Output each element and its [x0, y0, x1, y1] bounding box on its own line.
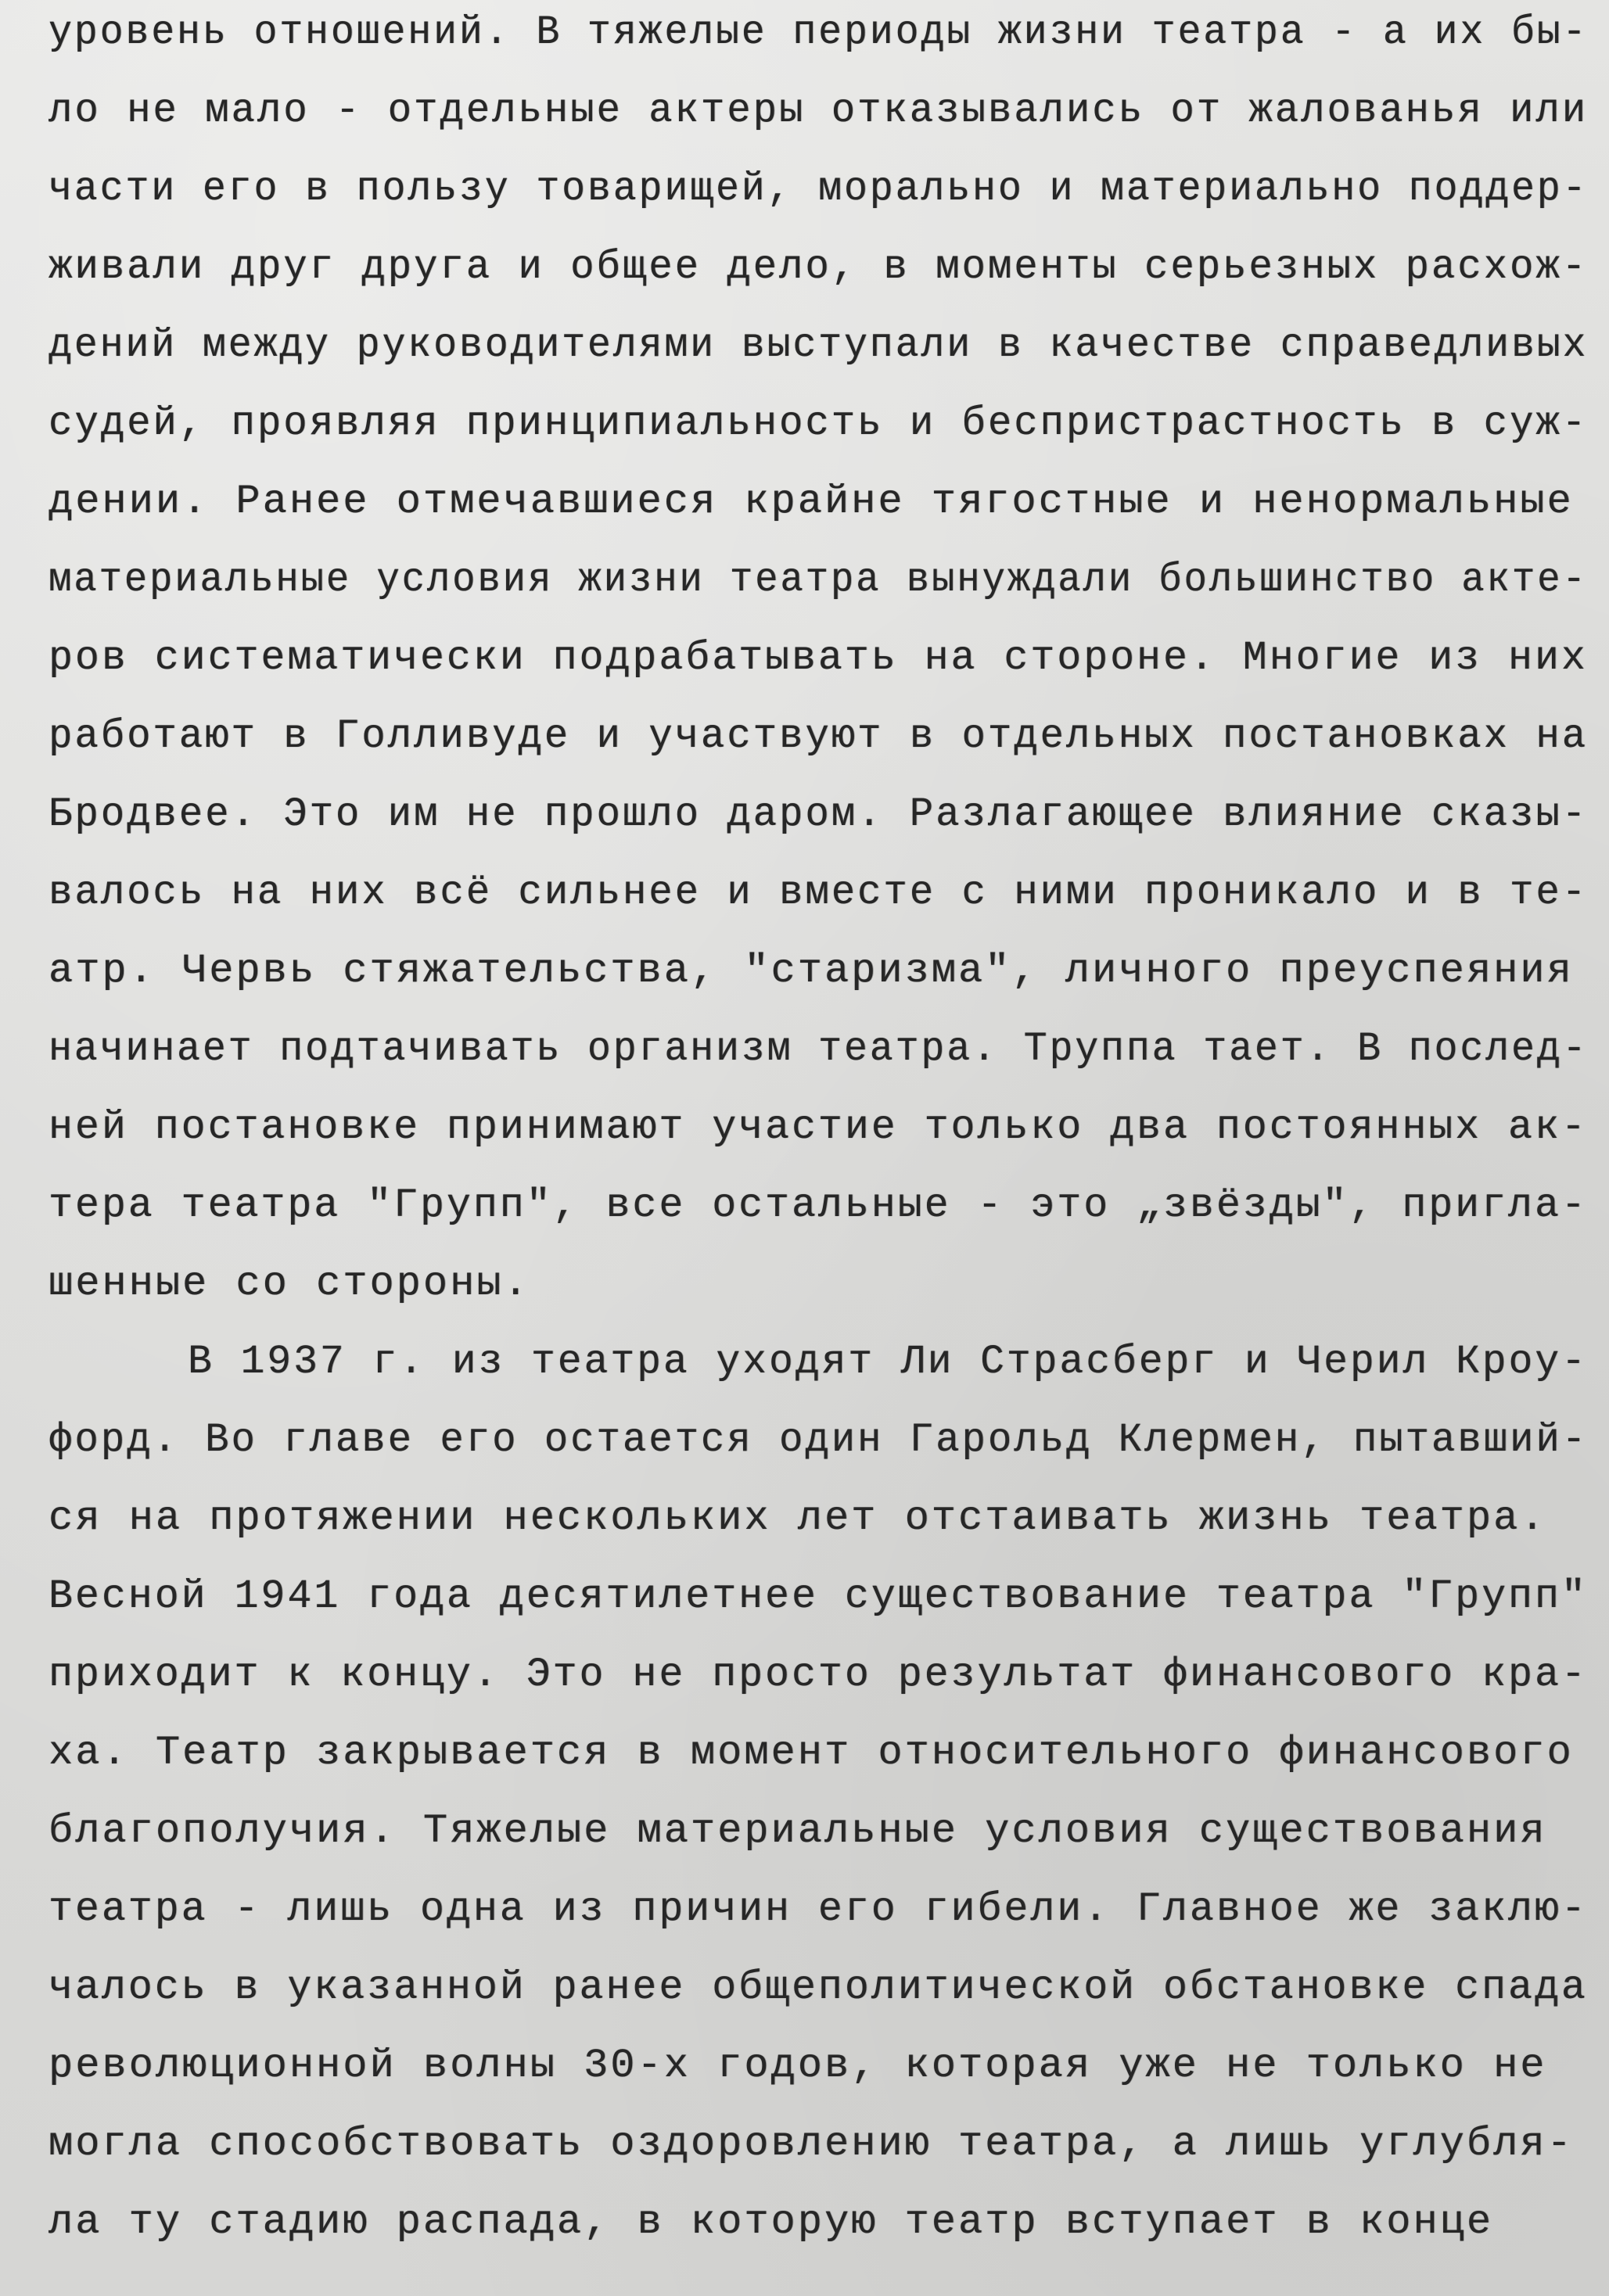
text-line: дении. Ранее отмечавшиеся крайне тягостные и ненормальные: [48, 479, 1574, 525]
text-line: материальные условия жизни театра вынуждали большинство акте-: [48, 557, 1588, 603]
text-line: ров систематически подрабатывать на стороне. Многие из них: [48, 635, 1588, 681]
text-line: работают в Голливуде и участвуют в отдельных постановках на: [48, 713, 1589, 759]
text-line: Весной 1941 года десятилетнее существование театра "Групп": [48, 1573, 1588, 1620]
text-line: ха. Театр закрывается в момент относительного финансового: [48, 1730, 1574, 1776]
text-line: начинает подтачивать организм театра. Труппа тает. В послед-: [48, 1026, 1589, 1072]
text-line: ло не мало - отдельные актеры отказывались от жалованья или: [48, 88, 1589, 134]
text-line: революционной волны 30-х годов, которая уже не только не: [48, 2043, 1547, 2089]
text-line: могла способствовать оздоровлению театра, а лишь углубля-: [48, 2121, 1574, 2167]
text-line: приходит к концу. Это не просто результат финансового кра-: [48, 1652, 1588, 1698]
text-line: ся на протяжении нескольких лет отстаивать жизнь театра.: [48, 1495, 1547, 1541]
text-line: живали друг друга и общее дело, в моменты серьезных расхож-: [48, 244, 1589, 290]
text-line: ла ту стадию распада, в которую театр вступает в конце: [48, 2199, 1494, 2245]
text-line: уровень отношений. В тяжелые периоды жизни театра - а их бы-: [48, 9, 1589, 56]
text-line: валось на них всё сильнее и вместе с ними проникало и в те-: [48, 870, 1589, 916]
text-line: форд. Во главе его остается один Гарольд Клермен, пытавший-: [48, 1417, 1589, 1463]
text-line: ней постановке принимают участие только два постоянных ак-: [48, 1104, 1588, 1150]
text-line: тера театра "Групп", все остальные - это „звёзды", пригла-: [48, 1182, 1588, 1229]
text-line: судей, проявляя принципиальность и беспристрастность в суж-: [48, 400, 1589, 447]
text-line: Бродвее. Это им не прошло даром. Разлагающее влияние сказы-: [48, 791, 1589, 838]
text-line: части его в пользу товарищей, морально и материально поддер-: [48, 166, 1589, 212]
text-line: атр. Червь стяжательства, "старизма", личного преуспеяния: [48, 948, 1574, 994]
text-line: благополучия. Тяжелые материальные условия существования: [48, 1808, 1547, 1854]
text-line: дений между руководителями выступали в качестве справедливых: [48, 322, 1589, 368]
paragraph-first-line: В 1937 г. из театра уходят Ли Страсберг и Черил Кроу-: [188, 1339, 1588, 1385]
text-line: театра - лишь одна из причин его гибели. Главное же заклю-: [48, 1886, 1588, 1932]
text-line: шенные со стороны.: [48, 1261, 530, 1307]
text-line: чалось в указанной ранее общеполитической обстановке спада: [48, 1964, 1588, 2011]
